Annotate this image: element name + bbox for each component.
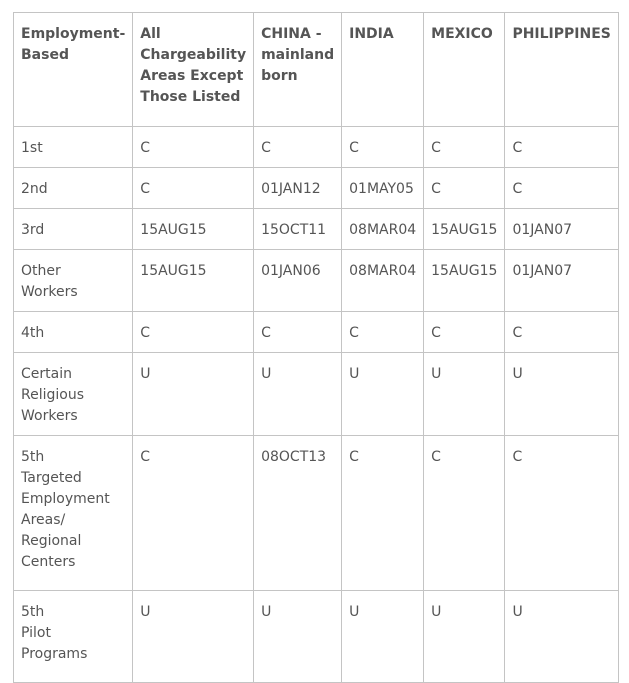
cell-all-chargeability: 15AUG15 [133, 250, 254, 312]
row-category: Certain Religious Workers [14, 353, 133, 436]
cell-philippines: 01JAN07 [505, 250, 618, 312]
cell-china: U [254, 353, 342, 436]
cell-philippines: 01JAN07 [505, 209, 618, 250]
table-row [14, 312, 619, 353]
cell-india: 08MAR04 [342, 209, 424, 250]
cell-china: C [254, 312, 342, 353]
header-employment-based: Employment- Based [14, 13, 133, 127]
visa-bulletin-table [13, 12, 619, 683]
cell-all-chargeability: U [133, 591, 254, 683]
cell-china: 08OCT13 [254, 436, 342, 591]
cell-mexico: C [424, 436, 505, 591]
cell-all-chargeability: U [133, 353, 254, 436]
cell-mexico: C [424, 127, 505, 168]
row-category: 5th Pilot Programs [14, 591, 133, 683]
cell-all-chargeability: C [133, 168, 254, 209]
cell-mexico: C [424, 168, 505, 209]
cell-philippines: C [505, 436, 618, 591]
cell-india: C [342, 312, 424, 353]
header-mexico: MEXICO [424, 13, 505, 127]
cell-india: C [342, 436, 424, 591]
cell-all-chargeability: C [133, 436, 254, 591]
row-category: 2nd [14, 168, 133, 209]
header-china: CHINA - mainland born [254, 13, 342, 127]
cell-philippines: C [505, 127, 618, 168]
table-row [14, 127, 619, 168]
cell-philippines: C [505, 312, 618, 353]
cell-india: U [342, 591, 424, 683]
table-row [14, 250, 619, 312]
cell-mexico: C [424, 312, 505, 353]
cell-all-chargeability: C [133, 312, 254, 353]
cell-china: 01JAN06 [254, 250, 342, 312]
row-category: 4th [14, 312, 133, 353]
row-category: Other Workers [14, 250, 133, 312]
table-body [14, 127, 619, 683]
header-all-chargeability: All Chargeability Areas Except Those Listed [133, 13, 254, 127]
row-category: 5th Targeted Employment Areas/ Regional Centers [14, 436, 133, 591]
cell-india: U [342, 353, 424, 436]
cell-mexico: 15AUG15 [424, 209, 505, 250]
cell-mexico: 15AUG15 [424, 250, 505, 312]
cell-all-chargeability: C [133, 127, 254, 168]
cell-mexico: U [424, 353, 505, 436]
cell-philippines: U [505, 353, 618, 436]
table-row [14, 591, 619, 683]
header-row [14, 13, 619, 127]
cell-china: 01JAN12 [254, 168, 342, 209]
cell-philippines: C [505, 168, 618, 209]
table-row [14, 209, 619, 250]
cell-india: 01MAY05 [342, 168, 424, 209]
cell-india: C [342, 127, 424, 168]
table-row [14, 353, 619, 436]
table-header [14, 13, 619, 127]
table-row [14, 436, 619, 591]
cell-all-chargeability: 15AUG15 [133, 209, 254, 250]
row-category: 3rd [14, 209, 133, 250]
row-category: 1st [14, 127, 133, 168]
header-philippines: PHILIPPINES [505, 13, 618, 127]
header-india: INDIA [342, 13, 424, 127]
cell-china: 15OCT11 [254, 209, 342, 250]
cell-china: C [254, 127, 342, 168]
cell-mexico: U [424, 591, 505, 683]
cell-philippines: U [505, 591, 618, 683]
cell-china: U [254, 591, 342, 683]
table-row [14, 168, 619, 209]
cell-india: 08MAR04 [342, 250, 424, 312]
